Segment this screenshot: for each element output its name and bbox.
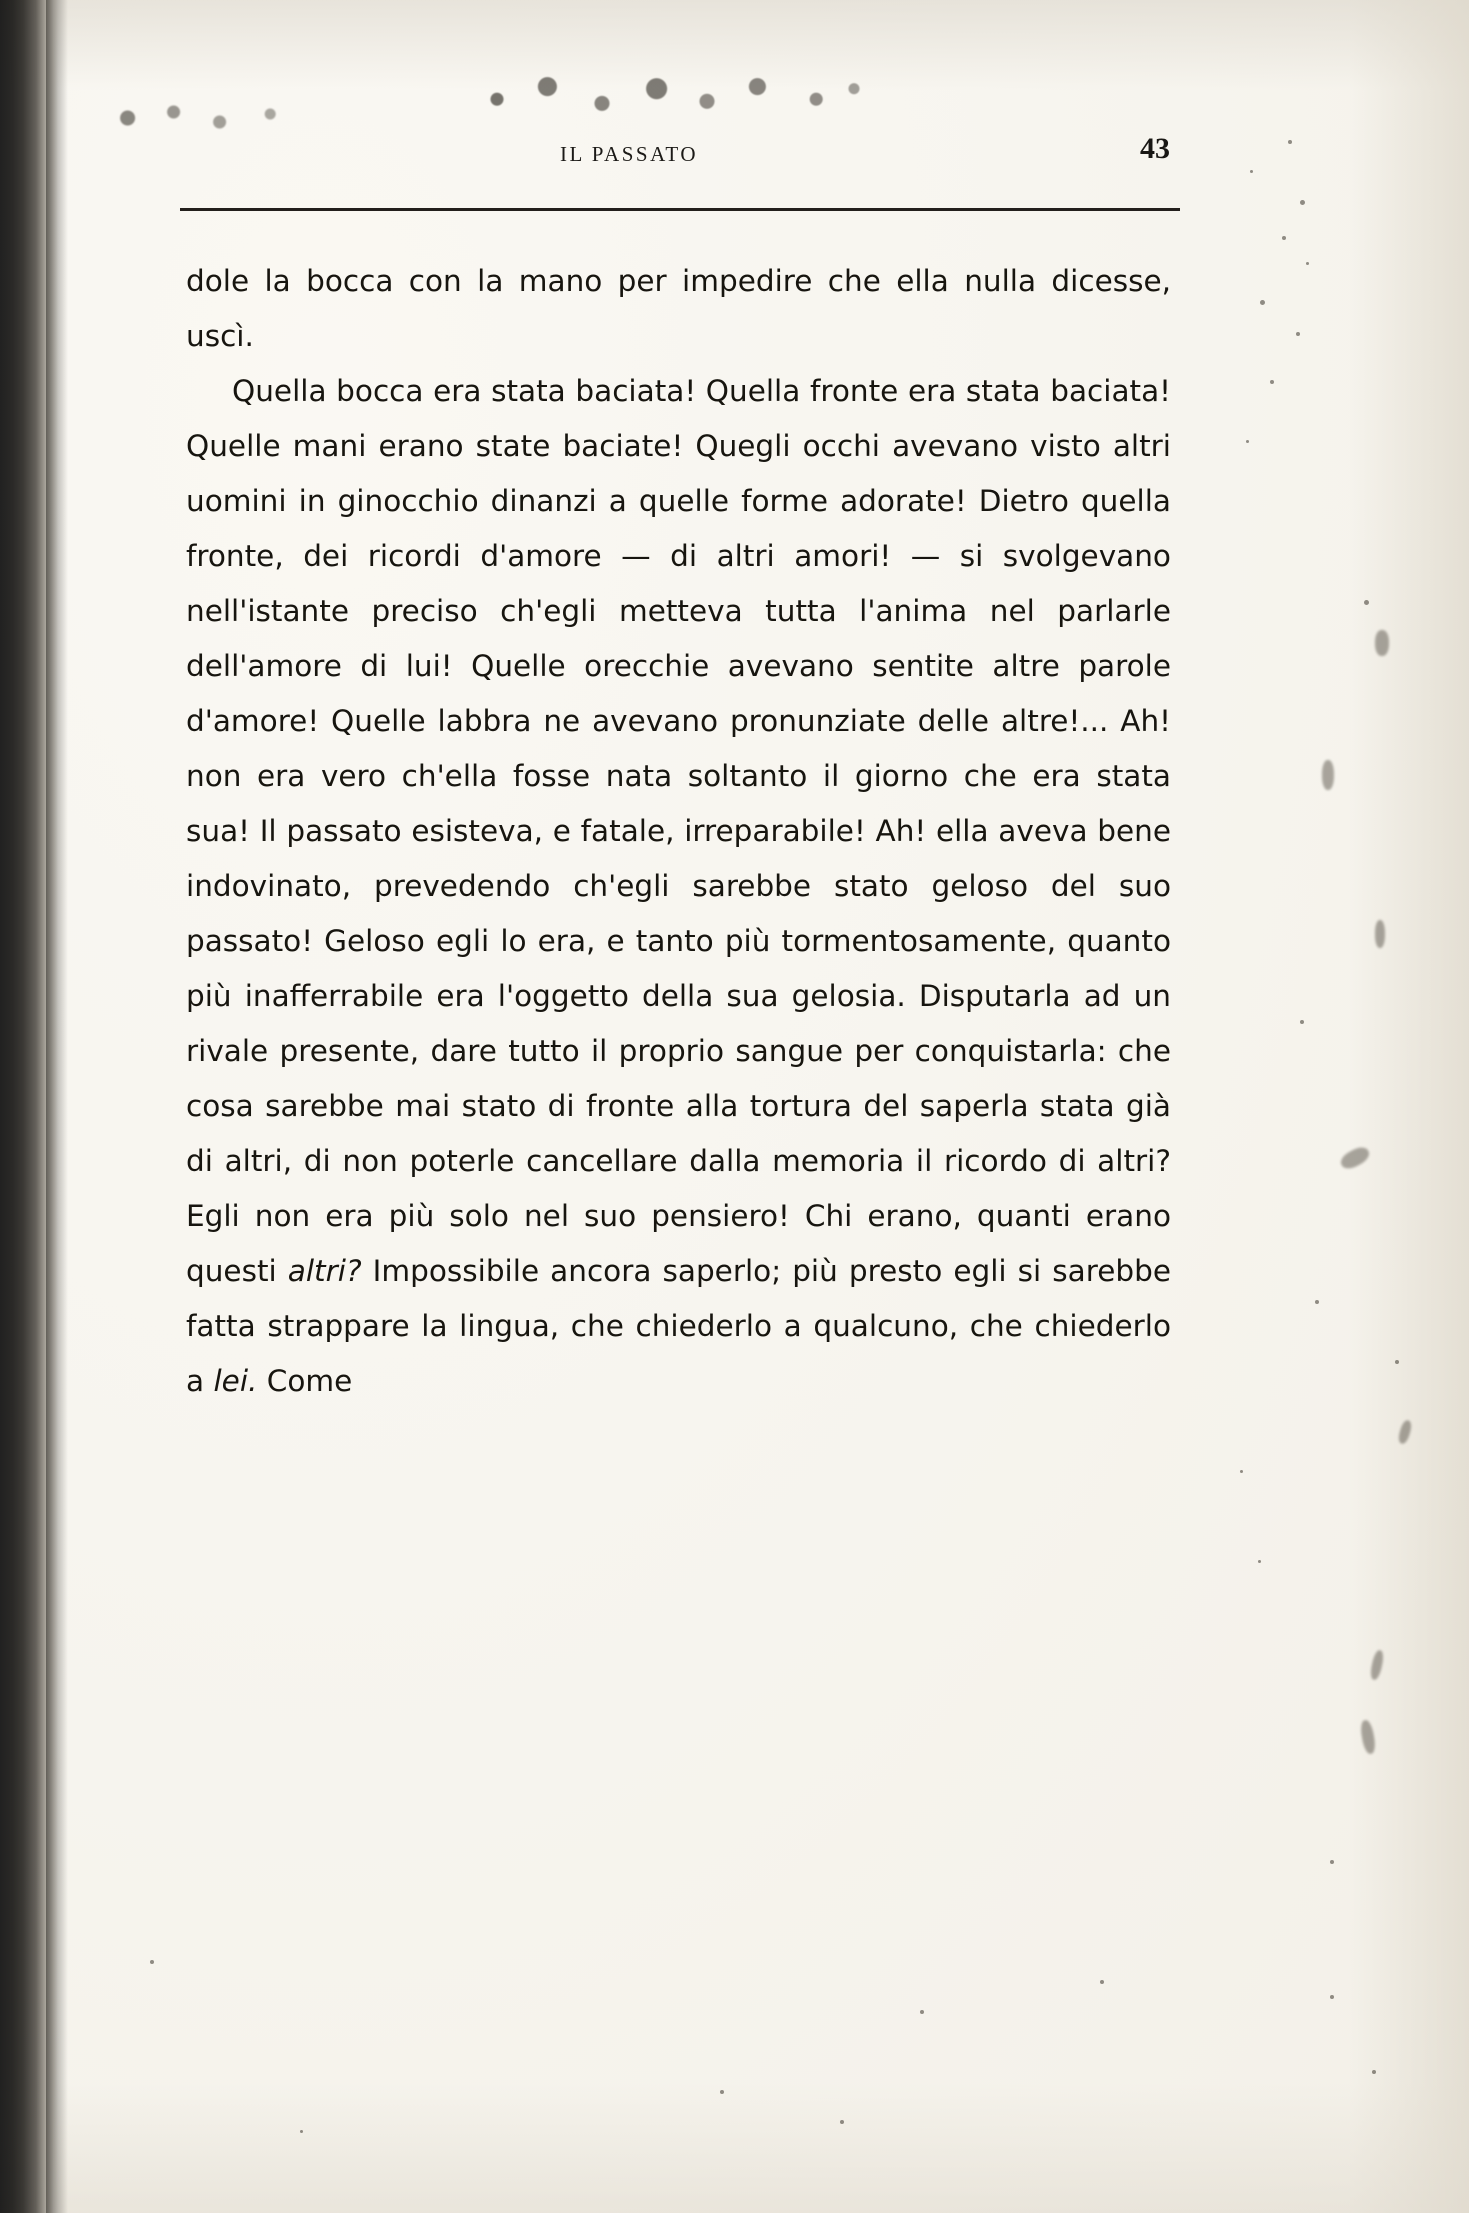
running-head [180, 96, 1180, 166]
running-head-title: IL PASSATO [560, 142, 699, 166]
right-edge-shading [1349, 0, 1469, 2213]
paragraph-2: Quella bocca era stata baciata! Quella fronte era stata baciata! Quelle mani erano state baciate! Quegli occhi avevano visto altri uomini in ginocchio dinanzi a quelle forme adorate! Dietro quella fronte, dei ricordi d'amore — di altri amori! — si svolgevano nell'istante preciso ch'egli metteva tutta l'anima nel parlarle dell'amore di lui! Quelle orecchie avevano sentite altre parole d'amore! Quelle labbra ne avevano pronunziate delle altre!... Ah! non era vero ch'ella fosse nata soltanto il giorno che era stata sua! Il passato esisteva, e fatale, irreparabile! Ah! ella aveva bene indovinato, prevedendo ch'egli sarebbe stato geloso del suo passato! Geloso egli lo era, e tanto più tormentosamente, quanto più inafferrabile era l'oggetto della sua gelosia. Disputarla ad un rivale presente, dare tutto il proprio sangue per conquistarla: che cosa sarebbe mai stato di fronte alla tortura del saperla stata già di altri, di non poterle cancellare dalla memoria il ricordo di altri? Egli non era più solo nel suo pensiero! Chi erano, quanti erano questi altri? Impossibile ancora saperlo; più presto egli si sarebbe fatta strappare la lingua, che chiederlo a qualcuno, che chiederlo a lei. Come [186, 374, 1171, 1398]
paragraph-1: dole la bocca con la mano per impedire che ella nulla dicesse, uscì. [186, 264, 1171, 353]
emphasised-text: lei. [213, 1364, 258, 1398]
binding-edge-shadow [46, 0, 68, 2213]
bottom-edge-shading [0, 2083, 1469, 2213]
body-text [186, 254, 1171, 1409]
emphasised-text: altri? [287, 1254, 362, 1288]
page-number: 43 [1140, 132, 1170, 165]
page-content [180, 96, 1180, 1398]
header-rule [180, 208, 1180, 211]
